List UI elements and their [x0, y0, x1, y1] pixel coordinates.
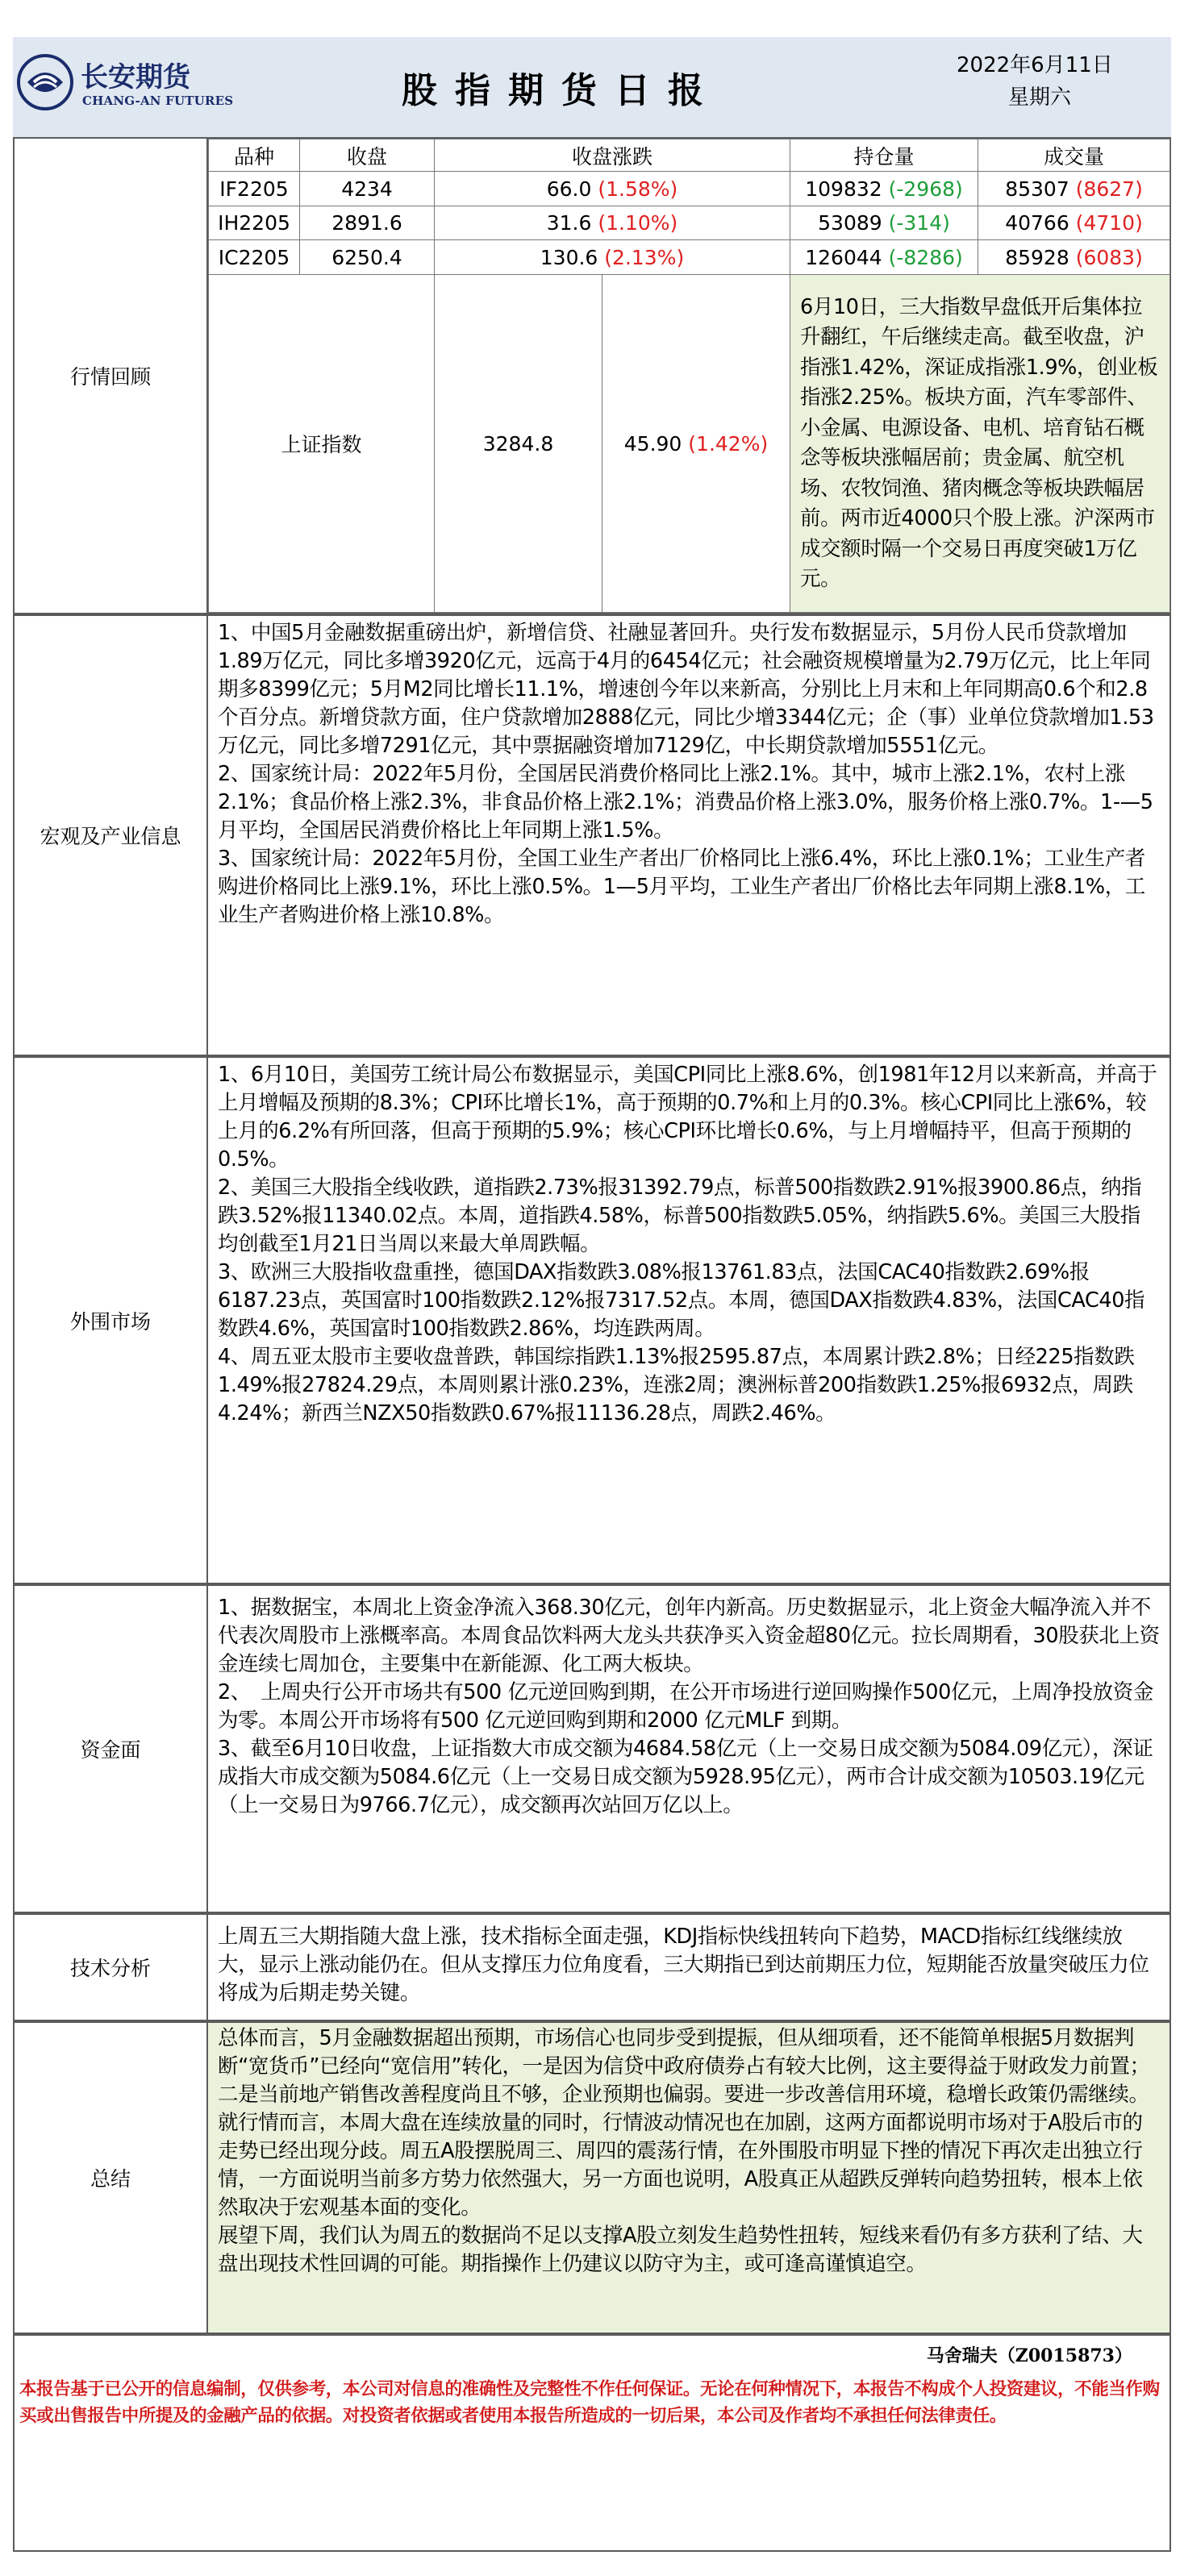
fund-body [208, 1586, 1169, 1912]
macro-paragraph: 3、国家统计局：2022年5月份，全国工业生产者出厂价格同比上涨6.4%，环比上涨0.1%；工业生产者购进价格同比上涨9.1%，环比上涨0.5%。1—5月平均，工业生产者出厂价格比去年同期上涨8.1%，工业生产者购进价格上涨10.8%。 [218, 847, 1146, 927]
report-date: 2022年6月11日 [957, 53, 1113, 77]
volume [978, 172, 1170, 206]
oi-change: (-8286) [888, 245, 963, 269]
summary-paragraph: 展望下周，我们认为周五的数据尚不足以支撑A股立刻发生趋势性扭转，短线来看仍有多方获利了结、大盘出现技术性回调的可能。期指操作上仍建议以防守为主，或可逢高谨慎追空。 [218, 2224, 1143, 2276]
change-percent: (2.13%) [604, 245, 685, 269]
tech-label: 技术分析 [15, 1915, 208, 2020]
overseas-paragraph: 1、6月10日，美国劳工统计局公布数据显示，美国CPI同比上涨8.6%，创1981年12月以来新高，并高于上月增幅及预期的8.3%；CPI环比增长1%，高于预期的0.7%和上月的0.3%。核心CPI同比上涨6%，较上月的6.2%有所回落，但高于预期的5.9%；核心CPI环比增长0.6%，与上月增幅持平，但高于预期的0.5%。 [218, 1063, 1157, 1171]
report-title: 股指期货日报 [402, 70, 721, 111]
summary-body [208, 2023, 1169, 2333]
index-name: 上证指数 [209, 275, 435, 613]
oi-value: 126044 [805, 245, 882, 269]
volume-value: 85307 [1005, 177, 1069, 201]
company-logo [16, 50, 234, 131]
summary-paragraph: 总体而言，5月金融数据超出预期，市场信心也同步受到提振，但从细项看，还不能简单根据5月数据判断“宽货币”已经向“宽信用”转化，一是因为信贷中政府债券占有较大比例，这主要得益于财政发力前置；二是当前地产销售改善程度尚且不够，企业预期也偏弱。要进一步改善信用环境，稳增长政策仍需继续。 [218, 2026, 1150, 2107]
change-value: 66.0 [546, 177, 592, 201]
header-cell: 收盘涨跌 [435, 139, 790, 172]
summary-label: 总结 [15, 2023, 208, 2333]
table-row [209, 240, 1170, 275]
analyst-name: 马舍瑞夫（Z0015873） [926, 2345, 1132, 2366]
change-percent: (1.58%) [598, 177, 678, 201]
macro-label: 宏观及产业信息 [15, 616, 208, 1055]
oi-value: 53089 [818, 211, 882, 235]
technical-analysis-section [13, 1913, 1171, 2021]
market-review-label: 行情回顾 [15, 139, 208, 613]
overseas-label: 外围市场 [15, 1058, 208, 1583]
fund-paragraph: 3、截至6月10日收盘，上证指数大市成交额为4684.58亿元（上一交易日成交额为5084.09亿元），深证成指大市成交额为5084.6亿元（上一交易日成交额为5928.95亿元），两市合计成交额为10503.19亿元（上一交易日为9766.7亿元），成交额再次站回万亿以上。 [218, 1737, 1153, 1817]
report-weekday: 星期六 [1008, 85, 1072, 110]
open-interest [790, 206, 978, 240]
close-change [435, 206, 790, 240]
close-price: 2891.6 [300, 206, 435, 240]
header-cell: 品种 [209, 139, 300, 172]
contract-name: IF2205 [209, 172, 300, 206]
macro-body [208, 616, 1169, 1055]
open-interest [790, 172, 978, 206]
change-value: 130.6 [540, 245, 598, 269]
oi-change: (-314) [888, 211, 950, 235]
index-change [602, 275, 790, 613]
change-value: 31.6 [546, 211, 592, 235]
market-review-section [13, 137, 1171, 614]
header-cell: 成交量 [978, 139, 1170, 172]
market-summary-text: 6月10日，三大指数早盘低开后集体拉升翻红，午后继续走高。截至收盘，沪指涨1.42%，深证成指涨1.9%，创业板指涨2.25%。板块方面，汽车零部件、小金属、电源设备、电机、培育钻石概念等板块涨幅居前；贵金属、航空机场、农牧饲渔、猪肉概念等板块跌幅居前。两市近4000只个股上涨。沪深两市成交额时隔一个交易日再度突破1万亿元。 [790, 275, 1170, 613]
index-close: 3284.8 [435, 275, 602, 613]
table-header-row [209, 139, 1170, 172]
logo-english-name: CHANG-AN FUTURES [82, 94, 234, 108]
overseas-market-section [13, 1056, 1171, 1584]
market-table [208, 139, 1170, 613]
tech-body [208, 1915, 1169, 2020]
header-cell: 收盘 [300, 139, 435, 172]
overseas-paragraph: 3、欧洲三大股指收盘重挫，德国DAX指数跌3.08%报13761.83点，法国CAC40指数跌2.69%报6187.23点，英国富时100指数跌2.12%报7317.52点。本周，德国DAX指数跌4.83%，法国CAC40指数跌4.6%，英国富时100指数跌2.86%，均连跌两周。 [218, 1260, 1145, 1341]
macro-paragraph: 1、中国5月金融数据重磅出炉，新增信贷、社融显著回升。央行发布数据显示，5月份人民币贷款增加1.89万亿元，同比多增3920亿元，远高于4月的6454亿元；社会融资规模增量为2.79万亿元，比上年同期多8399亿元；5月M2同比增长11.1%，增速创今年以来新高，分别比上月末和上年同期高0.6个和2.8个百分点。新增贷款方面，住户贷款增加2888亿元，同比少增3344亿元；企（事）业单位贷款增加1.53万亿元，同比多增7291亿元，其中票据融资增加7129亿，中长期贷款增加5551亿元。 [218, 621, 1154, 758]
contract-name: IC2205 [209, 240, 300, 275]
summary-paragraph: 就行情而言，本周大盘在连续放量的同时，行情波动情况也在加剧，这两方面都说明市场对于A股后市的走势已经出现分歧。周五A股摆脱周三、周四的震荡行情，在外围股市明显下挫的情况下再次走出独立行情，一方面说明当前多方势力依然强大，另一方面也说明，A股真正从超跌反弹转向趋势扭转，根本上依然取决于宏观基本面的变化。 [218, 2111, 1143, 2220]
index-row [209, 275, 1170, 613]
volume-change: (4710) [1075, 211, 1143, 235]
volume [978, 206, 1170, 240]
open-interest [790, 240, 978, 275]
summary-section [13, 2021, 1171, 2334]
volume [978, 240, 1170, 275]
oi-value: 109832 [805, 177, 882, 201]
daily-report-page [13, 0, 1171, 2576]
logo-chinese-name: 长安期货 [81, 61, 190, 94]
report-header [13, 37, 1171, 137]
macro-industry-section [13, 614, 1171, 1056]
chang-an-logo-icon [16, 53, 74, 111]
tech-text: 上周五三大期指随大盘上涨，技术指标全面走强，KDJ指标快线扭转向下趋势，MACD指标红线继续放大，显示上涨动能仍在。但从支撑压力位角度看，三大期指已到达前期压力位，短期能否放量突破压力位将成为后期走势关键。 [218, 1925, 1149, 2005]
contract-name: IH2205 [209, 206, 300, 240]
overseas-paragraph: 2、美国三大股指全线收跌，道指跌2.73%报31392.79点，标普500指数跌2.91%报3900.86点，纳指跌3.52%报11340.02点。本周，道指跌4.58%，标普500指数跌5.05%，纳指跌5.6%。美国三大股指均创截至1月21日当周以来最大单周跌幅。 [218, 1176, 1142, 1256]
overseas-paragraph: 4、周五亚太股市主要收盘普跌，韩国综指跌1.13%报2595.87点，本周累计跌2.8%；日经225指数跌1.49%报27824.29点，本周则累计涨0.23%，连涨2周；澳洲标普200指数跌1.25%报6932点，周跌4.24%；新西兰NZX50指数跌0.67%报11136.28点，周跌2.46%。 [218, 1345, 1135, 1425]
volume-change: (6083) [1075, 245, 1143, 269]
close-price: 4234 [300, 172, 435, 206]
change-percent: (1.42%) [688, 431, 769, 456]
overseas-body [208, 1058, 1169, 1583]
table-row [209, 172, 1170, 206]
volume-change: (8627) [1075, 177, 1143, 201]
fund-section [13, 1584, 1171, 1913]
volume-value: 85928 [1005, 245, 1069, 269]
close-change [435, 240, 790, 275]
change-percent: (1.10%) [598, 211, 678, 235]
fund-paragraph: 1、据数据宝，本周北上资金净流入368.30亿元，创年内新高。历史数据显示，北上资金大幅净流入并不代表次周股市上涨概率高。本周食品饮料两大龙头共获净买入资金超80亿元。拉长周期看，30股获北上资金连续七周加仓，主要集中在新能源、化工两大板块。 [218, 1596, 1160, 1676]
fund-label: 资金面 [15, 1586, 208, 1912]
volume-value: 40766 [1005, 211, 1069, 235]
header-cell: 持仓量 [790, 139, 978, 172]
oi-change: (-2968) [888, 177, 963, 201]
close-price: 6250.4 [300, 240, 435, 275]
report-footer [13, 2334, 1171, 2552]
close-change [435, 172, 790, 206]
disclaimer-text: 本报告基于已公开的信息编制，仅供参考，本公司对信息的准确性及完整性不作任何保证。无论在何种情况下，本报告不构成个人投资建议，不能当作购买或出售报告中所提及的金融产品的依据。对投资者依据或者使用本报告所造成的一切后果，本公司及作者均不承担任何法律责任。 [19, 2379, 1160, 2426]
change-value: 45.90 [623, 431, 682, 456]
table-row [209, 206, 1170, 240]
fund-paragraph: 2、 上周央行公开市场共有500 亿元逆回购到期，在公开市场进行逆回购操作500亿元，上周净投放资金为零。本周公开市场将有500 亿元逆回购到期和2000 亿元MLF 到期。 [218, 1680, 1153, 1733]
macro-paragraph: 2、国家统计局：2022年5月份，全国居民消费价格同比上涨2.1%。其中，城市上涨2.1%，农村上涨2.1%；食品价格上涨2.3%，非食品价格上涨2.1%；消费品价格上涨3.0%，服务价格上涨0.7%。1-—5月平均，全国居民消费价格比上年同期上涨1.5%。 [218, 762, 1153, 843]
